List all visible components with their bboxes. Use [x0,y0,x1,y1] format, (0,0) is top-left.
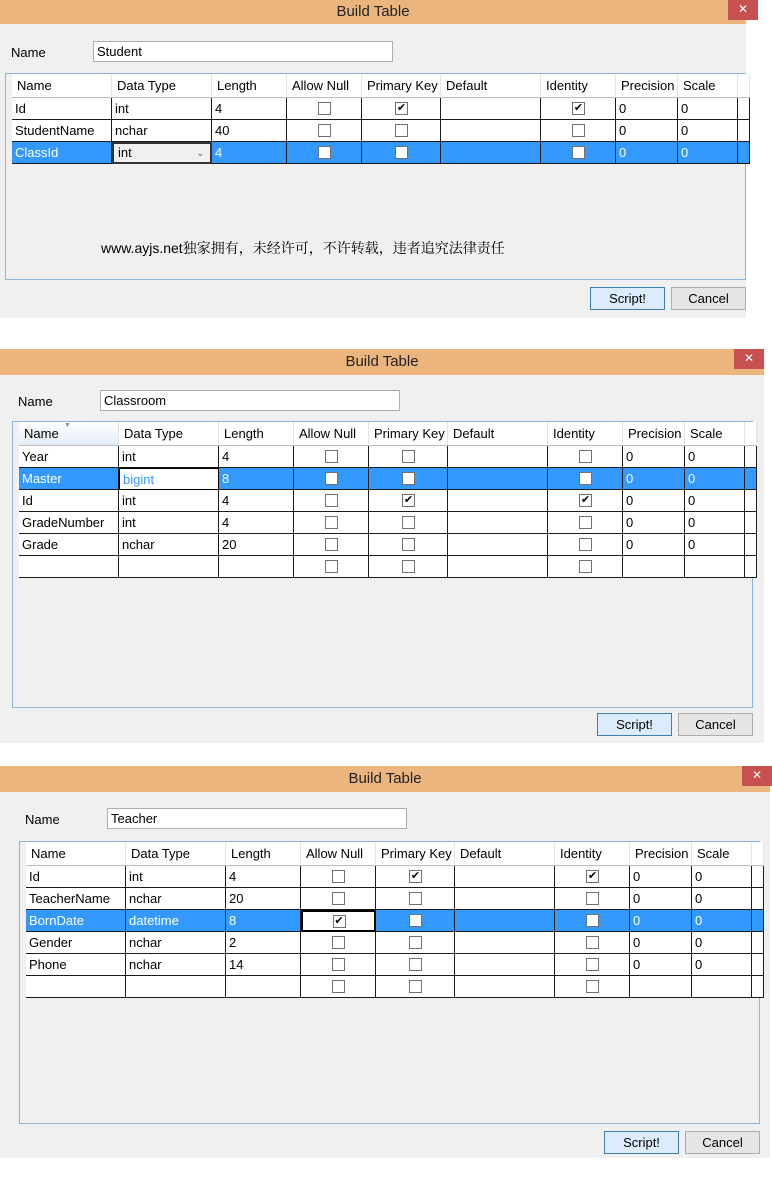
cell-filler [738,142,750,164]
cell-allow-null [287,120,362,142]
cell-filler [752,954,764,976]
cell-length[interactable]: 40 [212,120,287,142]
column-header-name[interactable] [19,422,119,446]
cell-scale[interactable]: 0 [685,490,745,512]
cell-primary-key [376,932,455,954]
cell-primary-key [376,888,455,910]
column-header-default[interactable]: Default [448,422,548,446]
columns-grid-inner [12,74,750,164]
cell-length[interactable] [219,556,294,578]
cell-primary-key [362,142,441,164]
build-table-dialog-student [0,0,749,318]
dialog-title: Build Table [0,766,770,792]
primary-key-checkbox[interactable] [409,914,422,927]
cell-precision[interactable]: 0 [630,866,692,888]
table-row-new[interactable] [26,976,764,998]
identity-checkbox[interactable] [572,124,585,137]
table-row[interactable] [12,120,750,142]
identity-checkbox[interactable] [586,936,599,949]
column-header-allow-null[interactable]: Allow Null [294,422,369,446]
cell-primary-key [369,468,448,490]
identity-checkbox[interactable] [586,870,599,883]
cell-data-type[interactable] [119,556,219,578]
identity-checkbox[interactable] [586,892,599,905]
cell-name[interactable]: TeacherName [26,888,126,910]
cell-filler [752,888,764,910]
cell-name[interactable]: Id [19,490,119,512]
cell-primary-key [369,512,448,534]
dialog-title: Build Table [0,0,746,24]
primary-key-checkbox[interactable] [402,472,415,485]
identity-checkbox[interactable] [579,472,592,485]
cancel-button[interactable]: Cancel [685,1131,760,1154]
identity-checkbox[interactable] [572,146,585,159]
cell-scale[interactable]: 0 [692,932,752,954]
cell-scale[interactable]: 0 [692,954,752,976]
cell-precision[interactable]: 0 [623,512,685,534]
cell-filler [752,932,764,954]
column-header-default[interactable]: Default [441,74,541,98]
cell-identity [548,512,623,534]
build-table-dialog-teacher [0,766,770,1158]
cell-default[interactable] [441,142,541,164]
cell-precision[interactable]: 0 [616,120,678,142]
identity-checkbox[interactable] [586,980,599,993]
cell-default[interactable] [448,468,548,490]
identity-checkbox[interactable] [579,494,592,507]
table-name-input[interactable]: Classroom [100,390,400,411]
primary-key-checkbox[interactable] [402,516,415,529]
table-row[interactable] [19,534,757,556]
cell-precision[interactable]: 0 [630,954,692,976]
allow-null-checkbox[interactable] [333,915,346,928]
cell-length[interactable]: 14 [226,954,301,976]
cancel-button[interactable]: Cancel [678,713,753,736]
build-table-dialog-classroom [0,349,764,743]
columns-grid [12,421,753,708]
primary-key-checkbox[interactable] [395,124,408,137]
identity-checkbox[interactable] [579,538,592,551]
identity-checkbox[interactable] [579,560,592,573]
column-header-length[interactable]: Length [212,74,287,98]
cell-length[interactable]: 4 [226,866,301,888]
cell-allow-null [301,932,376,954]
cell-filler [745,446,757,468]
primary-key-checkbox[interactable] [395,102,408,115]
cell-identity [548,446,623,468]
cell-name[interactable]: Year [19,446,119,468]
data-type-value: int [118,145,132,160]
table-row-selected[interactable] [26,910,764,932]
identity-checkbox[interactable] [586,914,599,927]
column-header-filler [752,842,764,866]
primary-key-checkbox[interactable] [409,892,422,905]
cell-allow-null [294,512,369,534]
watermark-text: www.ayjs.net独家拥有，未经许可，不许转载，违者追究法律责任 [101,240,505,256]
cell-length[interactable]: 20 [226,888,301,910]
cell-data-type[interactable]: nchar [112,120,212,142]
cell-name[interactable]: Master [19,468,119,490]
cell-filler [745,512,757,534]
cell-precision[interactable]: 0 [630,910,692,932]
table-row[interactable] [19,446,757,468]
cell-data-type-editing[interactable]: bigint [119,468,219,490]
cell-length[interactable]: 4 [212,142,287,164]
identity-checkbox[interactable] [579,450,592,463]
close-icon[interactable]: ✕ [728,0,758,20]
close-icon[interactable]: ✕ [734,349,764,369]
allow-null-checkbox[interactable] [332,870,345,883]
column-header-data-type[interactable]: Data Type [112,74,212,98]
column-header-data-type[interactable]: Data Type [119,422,219,446]
cell-filler [745,556,757,578]
cell-allow-null [301,954,376,976]
column-header-scale[interactable]: Scale [692,842,752,866]
grid-header-row [12,74,750,98]
cell-name[interactable]: BornDate [26,910,126,932]
cell-data-type[interactable]: nchar [126,932,226,954]
cell-default[interactable] [455,954,555,976]
cell-precision[interactable]: 0 [623,490,685,512]
table-row[interactable] [19,490,757,512]
cell-filler [752,910,764,932]
cell-data-type[interactable]: int [126,866,226,888]
cell-precision[interactable]: 0 [623,468,685,490]
cell-filler [745,468,757,490]
table-row-selected[interactable] [12,142,750,164]
cell-scale[interactable]: 0 [692,888,752,910]
cell-scale[interactable]: 0 [685,446,745,468]
allow-null-checkbox[interactable] [325,560,338,573]
cell-identity [541,142,616,164]
cell-precision[interactable]: 0 [630,888,692,910]
cell-scale[interactable] [692,976,752,998]
grid-header-row [19,422,757,446]
cell-default[interactable] [455,976,555,998]
cell-default[interactable] [455,888,555,910]
cell-identity [541,120,616,142]
cell-identity [548,468,623,490]
allow-null-checkbox[interactable] [332,958,345,971]
cell-primary-key [369,490,448,512]
cell-data-type[interactable]: datetime [126,910,226,932]
cell-allow-null [294,446,369,468]
cell-default[interactable] [455,932,555,954]
cell-length[interactable]: 4 [219,446,294,468]
column-header-filler [745,422,757,446]
cell-allow-null [287,98,362,120]
cell-identity [548,490,623,512]
cell-allow-null [294,490,369,512]
cell-precision[interactable] [623,556,685,578]
cell-primary-key [362,98,441,120]
cell-length[interactable] [226,976,301,998]
primary-key-checkbox[interactable] [395,146,408,159]
cell-length[interactable]: 4 [219,512,294,534]
cell-scale[interactable]: 0 [692,866,752,888]
cell-scale[interactable]: 0 [678,120,738,142]
cell-allow-null [301,888,376,910]
cell-filler [745,534,757,556]
cell-scale[interactable]: 0 [685,512,745,534]
cell-identity [548,556,623,578]
cell-name[interactable]: GradeNumber [19,512,119,534]
column-header-data-type[interactable]: Data Type [126,842,226,866]
cell-allow-null [294,468,369,490]
table-row-selected[interactable] [19,468,757,490]
column-header-name[interactable]: Name [12,74,112,98]
allow-null-checkbox[interactable] [325,538,338,551]
allow-null-checkbox[interactable] [325,494,338,507]
cell-primary-key [376,910,455,932]
primary-key-checkbox[interactable] [402,538,415,551]
cell-name[interactable]: Id [12,98,112,120]
table-name-input[interactable]: Teacher [107,808,407,829]
cell-precision[interactable]: 0 [623,446,685,468]
cell-default[interactable] [455,866,555,888]
columns-grid-inner [19,422,757,578]
table-row[interactable] [26,932,764,954]
allow-null-checkbox[interactable] [318,146,331,159]
column-header-identity[interactable]: Identity [541,74,616,98]
column-header-length[interactable]: Length [226,842,301,866]
column-header-primary-key[interactable]: Primary Key [376,842,455,866]
script-button[interactable]: Script! [604,1131,679,1154]
cell-allow-null [301,866,376,888]
cell-name[interactable]: ClassId [12,142,112,164]
dialog-title: Build Table [0,349,764,375]
cell-length[interactable]: 20 [219,534,294,556]
cell-default[interactable] [441,98,541,120]
cell-name[interactable]: Phone [26,954,126,976]
allow-null-checkbox[interactable] [325,472,338,485]
primary-key-checkbox[interactable] [409,980,422,993]
cell-filler [752,976,764,998]
cell-precision[interactable]: 0 [616,98,678,120]
column-header-name[interactable]: Name [26,842,126,866]
chevron-down-icon[interactable]: ⌄ [196,148,204,158]
cell-precision[interactable]: 0 [630,932,692,954]
cell-allow-null [287,142,362,164]
cell-identity [555,954,630,976]
cell-default[interactable] [448,512,548,534]
primary-key-checkbox[interactable] [402,560,415,573]
table-name-label: Name [11,45,46,60]
cell-identity [555,866,630,888]
allow-null-checkbox[interactable] [332,980,345,993]
cell-primary-key [369,556,448,578]
table-row[interactable] [26,888,764,910]
cell-allow-null-focused [301,910,376,932]
allow-null-checkbox[interactable] [332,892,345,905]
cell-primary-key [369,534,448,556]
columns-grid [5,73,746,280]
cancel-button[interactable]: Cancel [671,287,746,310]
cell-data-type[interactable]: int [119,490,219,512]
cell-name[interactable]: Gender [26,932,126,954]
close-icon[interactable]: ✕ [742,766,772,786]
columns-grid [19,841,760,1124]
cell-default[interactable] [441,120,541,142]
column-header-filler [738,74,750,98]
table-name-label: Name [25,812,60,827]
cell-scale[interactable]: 0 [678,142,738,164]
cell-name[interactable] [19,556,119,578]
cell-data-type[interactable]: nchar [126,954,226,976]
cell-allow-null [294,534,369,556]
cell-name[interactable] [26,976,126,998]
primary-key-checkbox[interactable] [402,494,415,507]
script-button[interactable]: Script! [597,713,672,736]
cell-data-type[interactable] [126,976,226,998]
cell-length[interactable]: 4 [219,490,294,512]
cell-name[interactable]: Id [26,866,126,888]
column-header-length[interactable]: Length [219,422,294,446]
cell-primary-key [376,866,455,888]
data-type-dropdown[interactable] [112,142,212,164]
cell-identity [555,888,630,910]
cell-scale[interactable]: 0 [685,468,745,490]
cell-primary-key [362,120,441,142]
identity-checkbox[interactable] [579,516,592,529]
column-header-allow-null[interactable]: Allow Null [287,74,362,98]
cell-length[interactable]: 8 [226,910,301,932]
cell-identity [555,910,630,932]
allow-null-checkbox[interactable] [332,936,345,949]
cell-primary-key [376,976,455,998]
primary-key-checkbox[interactable] [409,958,422,971]
cell-identity [541,98,616,120]
allow-null-checkbox[interactable] [318,124,331,137]
cell-default[interactable] [448,556,548,578]
columns-grid-inner [26,842,764,998]
column-header-primary-key[interactable]: Primary Key [369,422,448,446]
cell-filler [738,120,750,142]
cell-allow-null [294,556,369,578]
column-header-scale[interactable]: Scale [685,422,745,446]
cell-default[interactable] [448,490,548,512]
identity-checkbox[interactable] [572,102,585,115]
cell-precision[interactable]: 0 [616,142,678,164]
column-header-precision[interactable]: Precision [623,422,685,446]
cell-scale[interactable] [685,556,745,578]
column-header-identity[interactable]: Identity [555,842,630,866]
allow-null-checkbox[interactable] [318,102,331,115]
primary-key-checkbox[interactable] [402,450,415,463]
column-header-identity[interactable]: Identity [548,422,623,446]
cell-scale[interactable]: 0 [685,534,745,556]
cell-precision[interactable] [630,976,692,998]
column-header-precision[interactable]: Precision [616,74,678,98]
cell-data-type[interactable]: nchar [119,534,219,556]
cell-name[interactable]: Grade [19,534,119,556]
allow-null-checkbox[interactable] [325,516,338,529]
grid-header-row [26,842,764,866]
table-name-label: Name [18,394,53,409]
identity-checkbox[interactable] [586,958,599,971]
cell-length[interactable]: 8 [219,468,294,490]
cell-default[interactable] [448,534,548,556]
cell-allow-null [301,976,376,998]
column-header-name-label: Name [24,426,59,441]
script-button[interactable]: Script! [590,287,665,310]
cell-filler [752,866,764,888]
cell-primary-key [369,446,448,468]
column-header-allow-null[interactable]: Allow Null [301,842,376,866]
cell-identity [555,976,630,998]
table-name-input[interactable]: Student [93,41,393,62]
cell-filler [738,98,750,120]
column-header-scale[interactable]: Scale [678,74,738,98]
table-row[interactable] [26,954,764,976]
cell-filler [745,490,757,512]
cell-name[interactable]: StudentName [12,120,112,142]
cell-length[interactable]: 2 [226,932,301,954]
cell-data-type[interactable]: int [119,512,219,534]
column-header-precision[interactable]: Precision [630,842,692,866]
cell-data-type[interactable]: int [119,446,219,468]
sort-indicator-icon: ▼ [64,422,71,429]
column-header-primary-key[interactable]: Primary Key [362,74,441,98]
column-header-default[interactable]: Default [455,842,555,866]
cell-primary-key [376,954,455,976]
allow-null-checkbox[interactable] [325,450,338,463]
cell-length[interactable]: 4 [212,98,287,120]
table-row-new[interactable] [19,556,757,578]
cell-default[interactable] [455,910,555,932]
table-row[interactable] [12,98,750,120]
cell-default[interactable] [448,446,548,468]
cell-data-type[interactable]: int [112,98,212,120]
cell-precision[interactable]: 0 [623,534,685,556]
cell-identity [555,932,630,954]
primary-key-checkbox[interactable] [409,936,422,949]
cell-scale[interactable]: 0 [692,910,752,932]
primary-key-checkbox[interactable] [409,870,422,883]
cell-data-type[interactable]: nchar [126,888,226,910]
cell-identity [548,534,623,556]
table-row[interactable] [19,512,757,534]
table-row[interactable] [26,866,764,888]
cell-scale[interactable]: 0 [678,98,738,120]
